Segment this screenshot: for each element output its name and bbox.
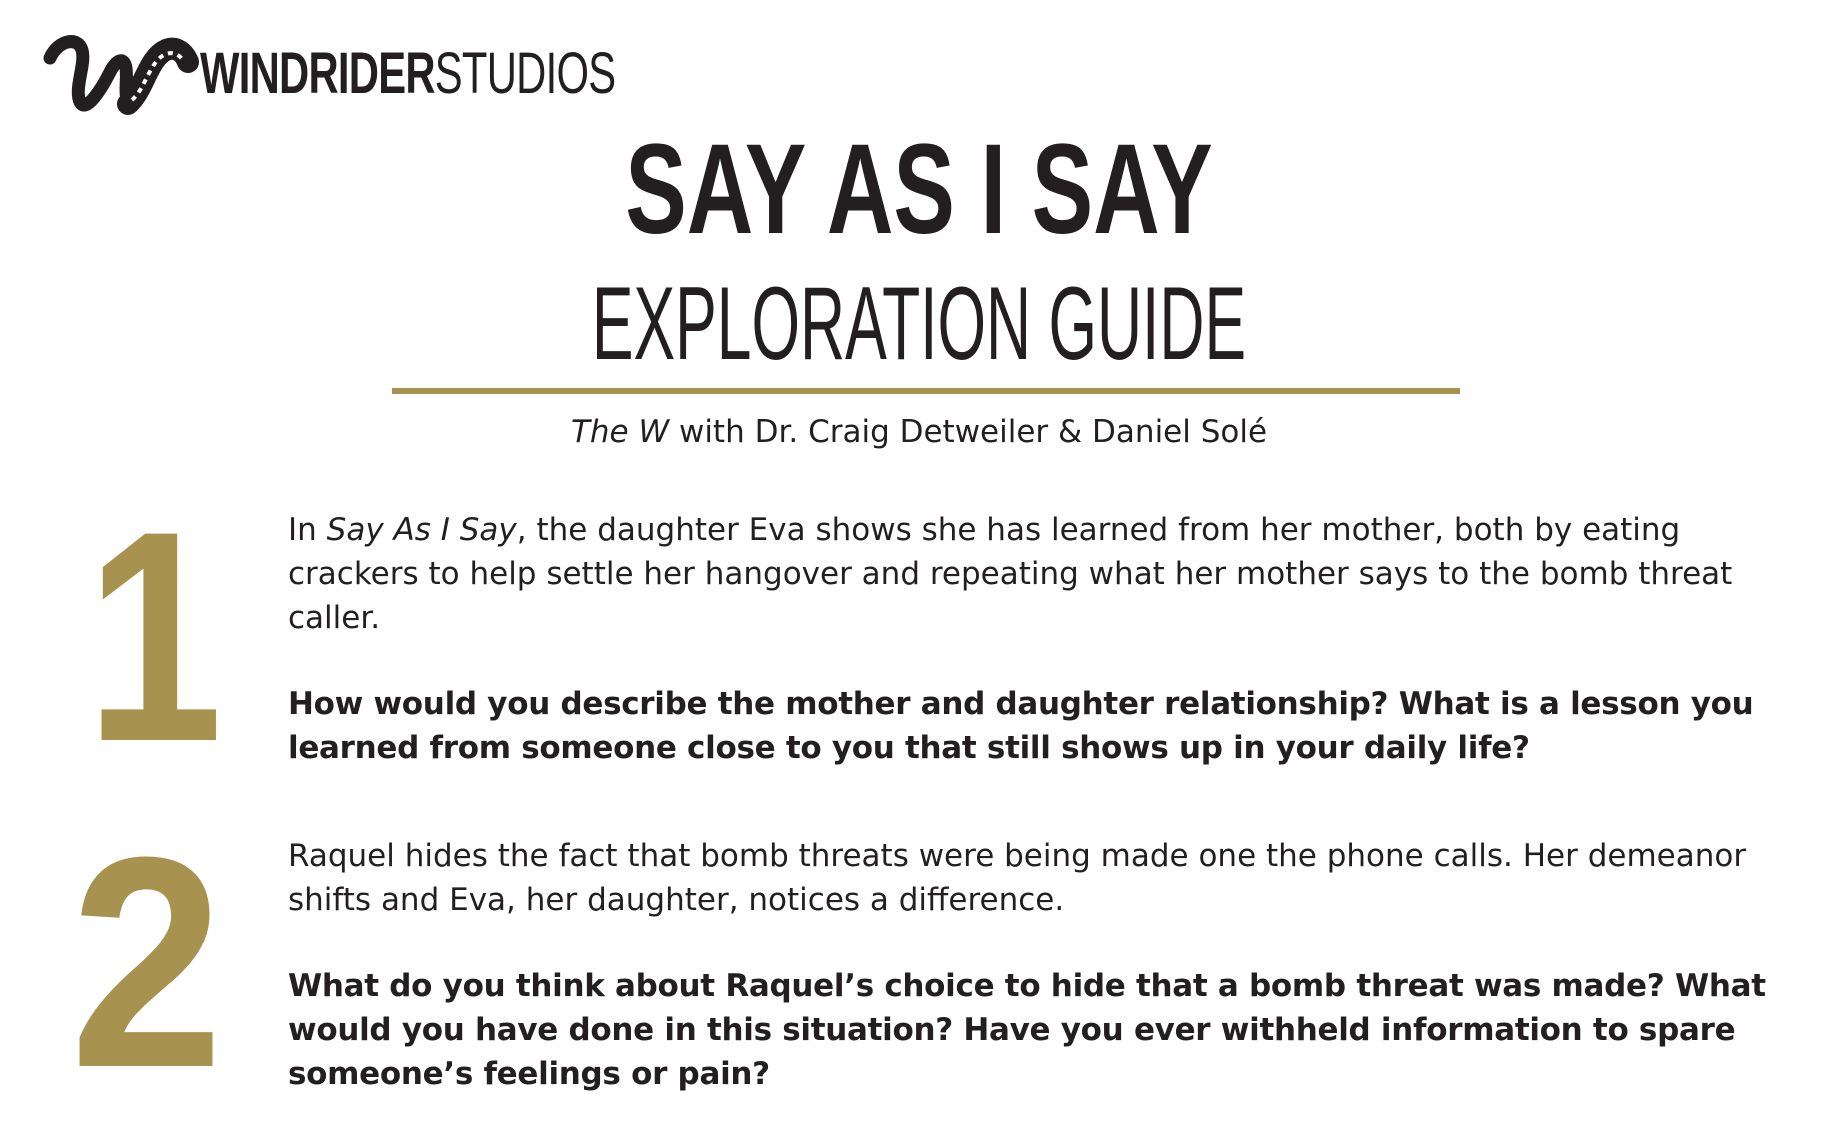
question-number-1: 1 [86, 468, 223, 804]
intro-after: , the daughter Eva shows she has learned from her mother, both by eating crackers to help settle her hangover and repeating what her mother says to the bomb threat caller. [288, 512, 1733, 636]
credit-text: with Dr. Craig Detweiler & Daniel Solé [678, 414, 1268, 450]
page-subtitle: EXPLORATION GUIDE [591, 266, 1247, 382]
film-strip-w-logo-icon [44, 28, 192, 120]
brand-name-light: STUDIOS [434, 41, 616, 106]
brand-name-bold: WINDRIDER [200, 41, 435, 106]
credit-line [0, 414, 1838, 450]
intro-before: In [288, 512, 327, 548]
question-prompt-2: What do you think about Raquel’s choice to hide that a bomb threat was made? What would you have done in this situation? Have you ever withheld information to spare someone’s feelings or pain? [288, 968, 1766, 1092]
title-divider [392, 388, 1460, 394]
question-intro-2: Raquel hides the fact that bomb threats were being made one the phone calls. Her demeanor shifts and Eva, her daughter, notices a difference. [288, 838, 1747, 918]
question-block-1 [288, 508, 1778, 770]
question-intro-1 [288, 508, 1778, 640]
brand-wordmark [200, 41, 616, 106]
page-title: SAY AS I SAY [625, 118, 1213, 261]
question-block-2 [288, 834, 1778, 1096]
brand-logo [44, 28, 777, 120]
film-title: Say As I Say [326, 512, 517, 548]
question-number-2: 2 [70, 794, 224, 1130]
show-title: The W [570, 414, 670, 450]
question-prompt-1: How would you describe the mother and daughter relationship? What is a lesson you learned from someone close to you that still shows up in your daily life? [288, 686, 1754, 766]
